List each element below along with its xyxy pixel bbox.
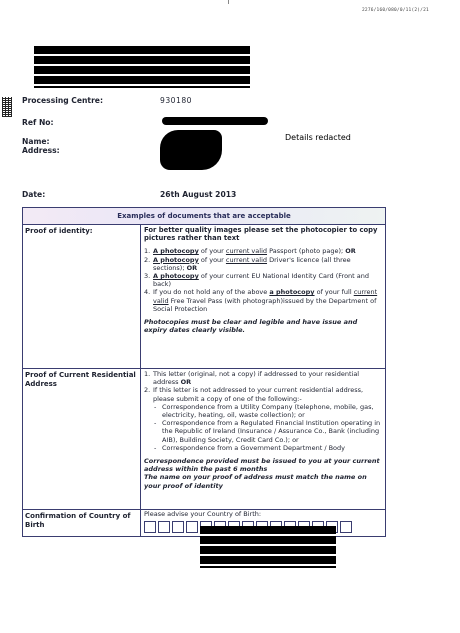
redacted-ref-no (162, 117, 268, 125)
residential-label: Proof of Current Residential Address (23, 369, 141, 509)
country-of-birth-box[interactable] (340, 521, 352, 533)
table-heading: Examples of documents that are acceptable (23, 208, 385, 225)
barcode-number: 2276/160/080/0/11(2)/21 (362, 8, 429, 13)
birth-label: Confirmation of Country of Birth (23, 510, 141, 536)
details-redacted-note: Details redacted (285, 133, 351, 142)
ref-no-label: Ref No: (22, 118, 54, 127)
name-label: Name: (22, 137, 50, 146)
identity-intro: For better quality images please set the photocopier to copy pictures rather than text (144, 226, 378, 243)
residential-item-1: 1. This letter (original, not a copy) if addressed to your residential address OR (144, 370, 360, 387)
country-of-birth-box[interactable] (158, 521, 170, 533)
residential-option-government: - Correspondence from a Government Department / Body (154, 443, 346, 452)
qr-code-icon (2, 97, 12, 117)
identity-item-3: 3. A photocopy of your current EU National Identity Card (Front and back) (144, 272, 370, 289)
identity-item-2: 2. A photocopy of your current valid Driver's licence (all three sections); OR (144, 255, 351, 272)
table-row-residential (23, 369, 385, 510)
identity-note: Photocopies must be clear and legible and have issue and expiry dates clearly visible. (144, 318, 358, 335)
identity-item-4: 4. If you do not hold any of the above a photocopy of your full current valid Free Travel Pass (with photograph)issued by the Department of Social Protection (144, 288, 378, 313)
identity-content (141, 225, 385, 368)
residential-note-recency: Correspondence provided must be issued to you at your current address within the past 6 months (144, 457, 380, 474)
processing-centre-label: Processing Centre: (22, 96, 103, 105)
redacted-name-address (160, 130, 222, 170)
residential-note-name-match: The name on your proof of address must match the name on your proof of identity (144, 473, 367, 490)
date-value: 26th August 2013 (160, 190, 237, 199)
address-label: Address: (22, 146, 60, 155)
identity-label: Proof of identity: (23, 225, 141, 368)
date-label: Date: (22, 190, 46, 199)
acceptable-documents-table (22, 207, 386, 537)
top-tick-mark (228, 0, 229, 4)
residential-content (141, 369, 385, 509)
residential-option-financial: - Correspondence from a Regulated Financial Institution operating in the Republic of Ireland (Insurance / Assurance Co., Bank (including AIB), Building Society, Credit Card Co.); or (154, 419, 381, 444)
table-row-identity (23, 225, 385, 369)
country-of-birth-box[interactable] (186, 521, 198, 533)
redacted-header-block (34, 46, 250, 88)
birth-prompt: Please advise your Country of Birth: (144, 510, 262, 518)
residential-item-2: 2. If this letter is not addressed to your current residential address, please submit a copy of one of the following:- (144, 386, 364, 403)
processing-centre-value: 930180 (160, 96, 192, 105)
country-of-birth-box[interactable] (144, 521, 156, 533)
identity-item-1: 1. A photocopy of your current valid Passport (photo page); OR (144, 247, 356, 256)
identity-list (144, 247, 382, 313)
country-of-birth-box[interactable] (172, 521, 184, 533)
redacted-footer-block (200, 526, 336, 568)
residential-option-utility: - Correspondence from a Utility Company (telephone, mobile, gas, electricity, heating, oil, waste collection); or (154, 402, 374, 420)
